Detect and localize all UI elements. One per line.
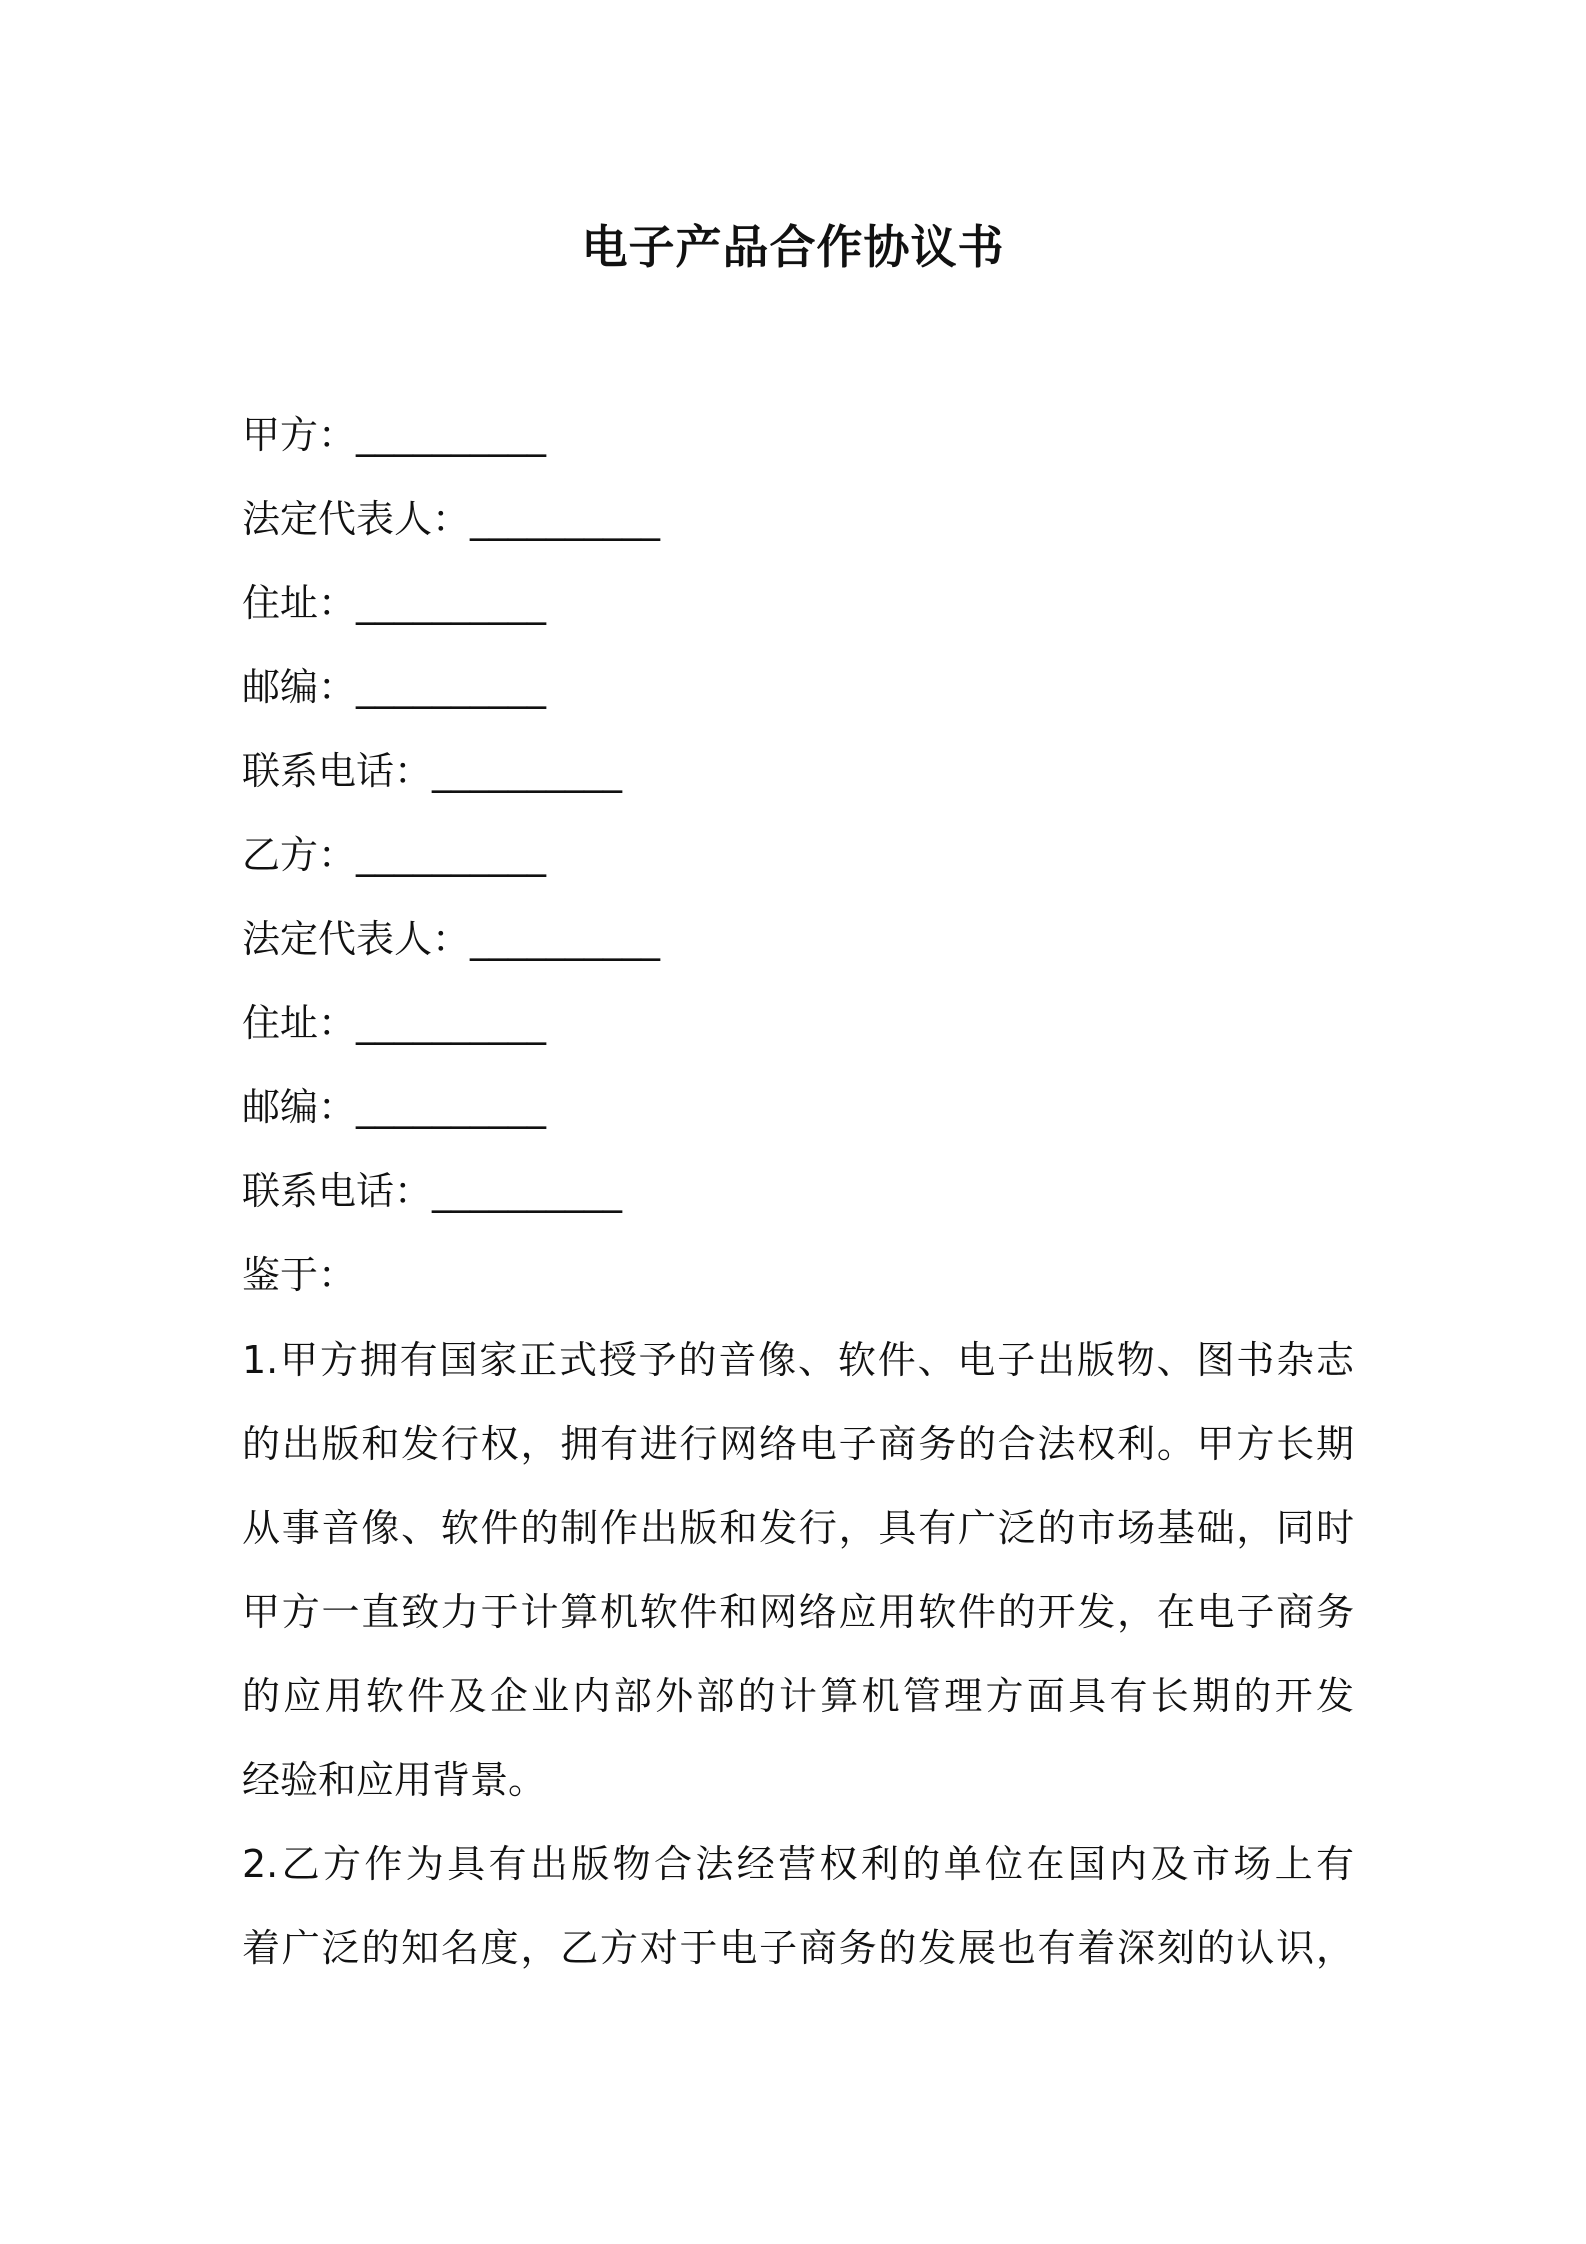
party-b-postcode-row: [242, 1072, 1362, 1156]
party-b-address-row: [242, 988, 1362, 1072]
field-label: 住址：: [242, 1001, 357, 1045]
party-a-representative-row: [242, 484, 1362, 568]
party-a-address-row: [242, 568, 1362, 652]
paragraph-line: 2.乙方作为具有出版物合法经营权利的单位在国内及市场上有: [242, 1842, 1354, 1886]
field-blank: __________: [470, 917, 661, 961]
field-label: 法定代表人：: [242, 917, 471, 961]
clause-2-paragraph: [242, 1822, 1354, 1990]
document-title: 电子产品合作协议书: [581, 220, 1005, 274]
field-blank: __________: [356, 1085, 547, 1129]
field-label: 法定代表人：: [242, 497, 471, 541]
party-a-phone-row: [242, 736, 1362, 820]
field-blank: __________: [432, 1169, 623, 1213]
clause-1-paragraph: [242, 1318, 1354, 1822]
paragraph-line: 从事音像、软件的制作出版和发行，具有广泛的市场基础，同时: [242, 1506, 1354, 1550]
party-b-representative-row: [242, 904, 1362, 988]
paragraph-line: 1.甲方拥有国家正式授予的音像、软件、电子出版物、图书杂志: [242, 1338, 1354, 1382]
field-blank: __________: [356, 665, 547, 709]
field-label: 联系电话：: [242, 749, 433, 793]
paragraph-line: 甲方一直致力于计算机软件和网络应用软件的开发，在电子商务: [242, 1590, 1354, 1634]
field-label: 联系电话：: [242, 1169, 433, 1213]
field-blank: __________: [356, 1001, 547, 1045]
party-b-name-row: [242, 820, 1362, 904]
paragraph-line: 经验和应用背景。: [242, 1758, 547, 1802]
field-blank: __________: [356, 581, 547, 625]
field-label: 邮编：: [242, 1085, 357, 1129]
party-a-name-row: [242, 400, 1362, 484]
field-label: 住址：: [242, 581, 357, 625]
field-label: 邮编：: [242, 665, 357, 709]
paragraph-line: 的应用软件及企业内部外部的计算机管理方面具有长期的开发: [242, 1674, 1354, 1718]
party-a-postcode-row: [242, 652, 1362, 736]
preamble-heading: 鉴于：: [242, 1253, 357, 1297]
party-b-phone-row: [242, 1156, 1362, 1240]
field-blank: __________: [356, 833, 547, 877]
paragraph-line: 着广泛的知名度，乙方对于电子商务的发展也有着深刻的认识，: [242, 1926, 1354, 1970]
field-blank: __________: [432, 749, 623, 793]
field-blank: __________: [470, 497, 661, 541]
field-label: 甲方：: [242, 413, 357, 457]
field-label: 乙方：: [242, 833, 357, 877]
paragraph-line: 的出版和发行权，拥有进行网络电子商务的合法权利。甲方长期: [242, 1422, 1354, 1466]
field-blank: __________: [356, 413, 547, 457]
party-info-block: [242, 400, 1362, 1240]
